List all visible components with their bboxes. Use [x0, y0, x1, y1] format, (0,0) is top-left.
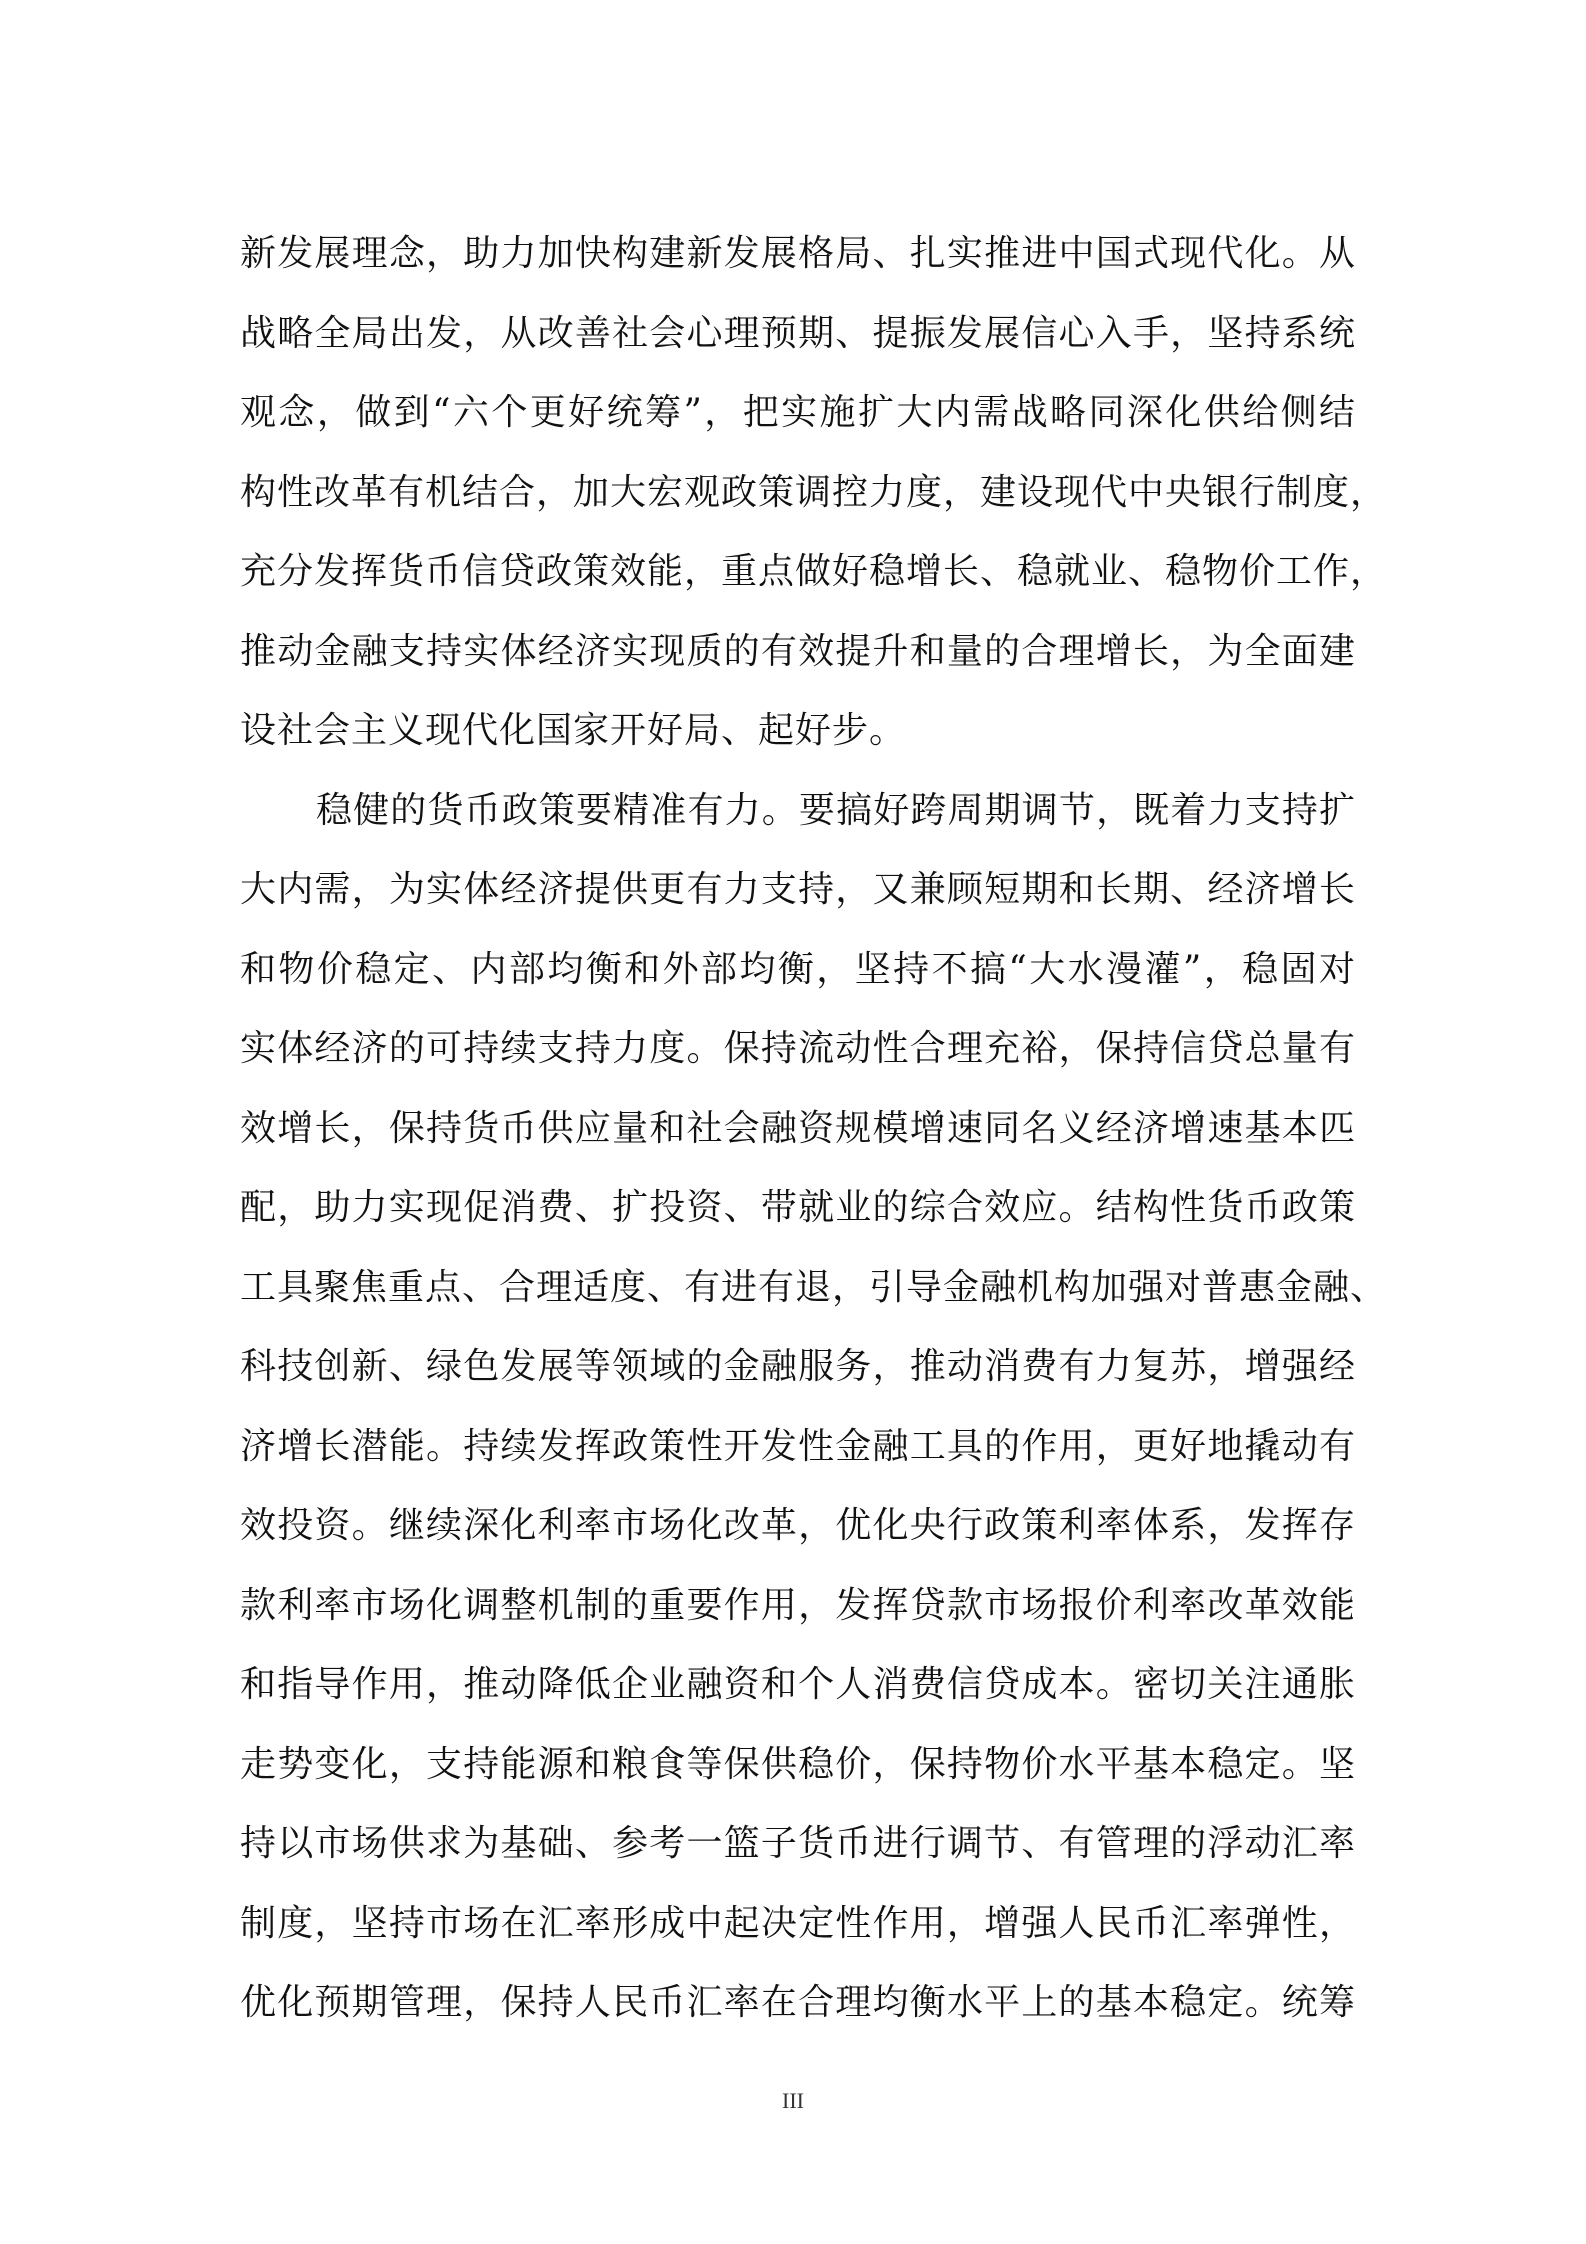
- text-line: 效增长，保持货币供应量和社会融资规模增速同名义经济增速基本匹: [240, 1107, 1356, 1149]
- text-line: 战略全局出发，从改善社会心理预期、提振发展信心入手，坚持系统: [240, 312, 1356, 354]
- text-line: 设社会主义现代化国家开好局、起好步。: [240, 710, 907, 751]
- text-line: 新发展理念，助力加快构建新发展格局、扎实推进中国式现代化。从: [240, 233, 1356, 274]
- text-line: 走势变化，支持能源和粮食等保供稳价，保持物价水平基本稳定。坚: [240, 1743, 1356, 1785]
- text-line: 济增长潜能。持续发挥政策性开发性金融工具的作用，更好地撬动有: [240, 1425, 1356, 1467]
- text-line: 优化预期管理，保持人民币汇率在合理均衡水平上的基本稳定。统筹: [240, 1982, 1356, 2023]
- text-line: 效投资。继续深化利率市场化改革，优化央行政策利率体系，发挥存: [240, 1505, 1356, 1546]
- page-number: III: [782, 2088, 804, 2113]
- text-line: 稳健的货币政策要精准有力。要搞好跨周期调节，既着力支持扩: [316, 789, 1356, 831]
- text-line: 工具聚焦重点、合理适度、有进有退，引导金融机构加强对普惠金融、: [240, 1266, 1388, 1308]
- text-line: 观念，做到“六个更好统筹”，把实施扩大内需战略同深化供给侧结: [240, 392, 1356, 433]
- text-line: 科技创新、绿色发展等领域的金融服务，推动消费有力复苏，增强经: [240, 1346, 1356, 1387]
- text-line: 实体经济的可持续支持力度。保持流动性合理充裕，保持信贷总量有: [240, 1028, 1356, 1069]
- text-line: 配，助力实现促消费、扩投资、带就业的综合效应。结构性货币政策: [240, 1187, 1356, 1228]
- text-line: 充分发挥货币信贷政策效能，重点做好稳增长、稳就业、稳物价工作，: [240, 551, 1388, 592]
- text-line: 款利率市场化调整机制的重要作用，发挥贷款市场报价利率改革效能: [240, 1584, 1356, 1626]
- paragraph-2: [240, 771, 1388, 2043]
- text-line: 制度，坚持市场在汇率形成中起决定性作用，增强人民币汇率弹性，: [240, 1902, 1356, 1944]
- text-line: 和指导作用，推动降低企业融资和个人消费信贷成本。密切关注通胀: [240, 1664, 1356, 1705]
- text-line: 大内需，为实体经济提供更有力支持，又兼顾短期和长期、经济增长: [240, 869, 1356, 910]
- text-line: 持以市场供求为基础、参考一篮子货币进行调节、有管理的浮动汇率: [240, 1823, 1356, 1864]
- body-text: [240, 214, 1388, 2043]
- text-line: 构性改革有机结合，加大宏观政策调控力度，建设现代中央银行制度，: [240, 471, 1388, 513]
- paragraph-1: [240, 214, 1388, 771]
- text-line: 和物价稳定、内部均衡和外部均衡，坚持不搞“大水漫灌”，稳固对: [240, 948, 1356, 990]
- text-line: 推动金融支持实体经济实现质的有效提升和量的合理增长，为全面建: [240, 630, 1356, 672]
